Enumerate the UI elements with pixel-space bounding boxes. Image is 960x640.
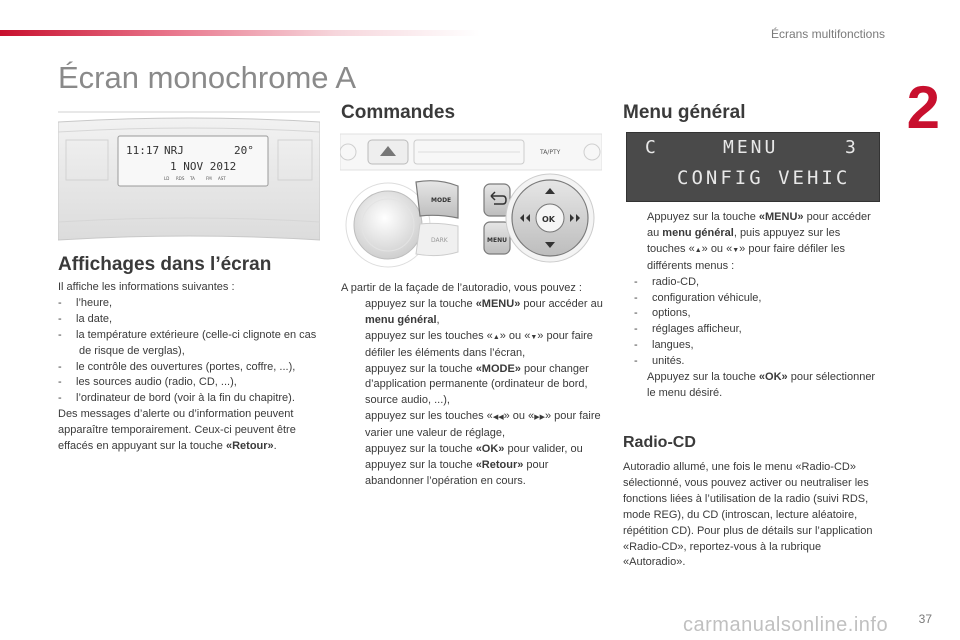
lcd-config-label: CONFIG VEHIC	[677, 167, 851, 189]
list-item: - les sources audio (radio, CD, ...),	[58, 376, 237, 389]
menu-lcd-display	[626, 132, 880, 202]
radio-controls-illustration	[340, 130, 602, 270]
dash-temperature: 20°	[234, 144, 254, 157]
list-item: - la température extérieure (celle-ci clignote en cas de risque de verglas),	[58, 328, 317, 357]
dash-time: 11:17	[126, 144, 160, 157]
dash-indicator: TA	[190, 176, 195, 181]
commandes-heading: Commandes	[341, 102, 456, 123]
lcd-menu-label: MENU	[723, 137, 779, 158]
header-color-band	[0, 30, 480, 36]
list-item: appuyez sur la touche «MODE» pour changer d’application permanente (ordinateur de bord, source audio, ...),	[365, 362, 589, 407]
page-number: 37	[918, 612, 932, 626]
dark-button-label: DARK	[431, 237, 448, 244]
menu-button-label: MENU	[487, 237, 507, 244]
dash-indicator: AST	[218, 176, 226, 181]
affichages-outro: Des messages d’alerte ou d’information peuvent apparaître temporairement. Ceux-ci peuvent être effacés en appuyant sur la touche «Retour».	[58, 408, 296, 453]
dash-indicator: LD	[164, 176, 170, 181]
list-item: Appuyez sur la touche «OK» pour sélectionner le menu désiré.	[647, 371, 876, 399]
lcd-left-char: C	[645, 137, 659, 158]
list-item: - l’ordinateur de bord (voir à la fin du chapitre).	[58, 392, 295, 405]
list-item: appuyez sur la touche «Retour» pour abandonner l’opération en cours.	[365, 458, 549, 487]
list-item: appuyez sur les touches «▲» ou «▼» pour faire défiler les éléments dans l’écran,	[365, 329, 593, 359]
submenu-item: - options,	[634, 307, 691, 320]
submenu-item: - langues,	[634, 339, 694, 352]
list-item: - la date,	[58, 312, 113, 325]
list-item: - l’heure,	[58, 296, 113, 309]
down-arrow-icon: ▼	[732, 246, 740, 254]
radio-cd-text: Autoradio allumé, une fois le menu «Radio-CD» sélectionné, vous pouvez activer ou neutraliser les fonctions liées à l’utilisation de la radio (suivi RDS, mode REG), du CD (introscan, lecture aléatoire, répétition CD). Pour plus de détails sur l’application «Radio-CD», reportez-vous à la rubrique «Autoradio».	[623, 461, 873, 569]
down-arrow-icon: ▼	[530, 333, 538, 341]
list-item: - le contrôle des ouvertures (portes, coffre, ...),	[58, 360, 296, 373]
dash-station: NRJ	[164, 144, 184, 157]
dash-indicator: FM	[206, 176, 212, 181]
up-arrow-icon: ▲	[492, 333, 500, 341]
lcd-right-char: 3	[845, 137, 859, 158]
watermark: carmanualsonline.info	[683, 614, 889, 636]
dash-date: 1 NOV 2012	[170, 160, 237, 173]
page-title: Écran monochrome A	[58, 60, 357, 95]
running-header: Écrans multifonctions	[770, 27, 885, 41]
affichages-heading: Affichages dans l’écran	[58, 254, 272, 275]
fast-forward-icon: ▶▶	[534, 414, 545, 422]
rewind-icon: ◀◀	[492, 414, 504, 422]
submenu-item: - configuration véhicule,	[634, 291, 762, 304]
commandes-intro: A partir de la façade de l’autoradio, vous pouvez :	[341, 282, 582, 294]
menu-general-heading: Menu général	[623, 102, 746, 123]
submenu-item: - réglages afficheur,	[634, 323, 742, 336]
affichages-intro: Il affiche les informations suivantes :	[58, 281, 235, 293]
up-arrow-icon: ▲	[694, 246, 702, 254]
mode-button-label: MODE	[431, 197, 452, 204]
list-item: appuyez sur la touche «MENU» pour accéder au menu général,	[365, 297, 603, 326]
list-item: Appuyez sur la touche «MENU» pour accéder au menu général, puis appuyez sur les touches «▲» ou «▼» pour faire défiler les différents menus :	[647, 211, 871, 272]
commandes-text	[341, 281, 603, 490]
list-item: appuyez sur les touches «◀◀» ou «▶▶» pour faire varier une valeur de réglage,	[365, 410, 601, 440]
list-item: appuyez sur la touche «OK» pour valider, ou	[365, 443, 583, 456]
ta-pty-label: TA/PTY	[540, 149, 561, 156]
affichages-text	[58, 280, 320, 455]
ok-button-label: OK	[542, 215, 555, 224]
submenu-item: - radio-CD,	[634, 275, 700, 288]
menu-general-text	[623, 210, 879, 402]
chapter-number: 2	[906, 74, 940, 141]
dashboard-display-illustration	[58, 110, 320, 245]
radio-cd-heading: Radio-CD	[623, 434, 696, 451]
dash-indicator: RDS	[176, 176, 185, 181]
submenu-item: - unités.	[634, 355, 685, 368]
